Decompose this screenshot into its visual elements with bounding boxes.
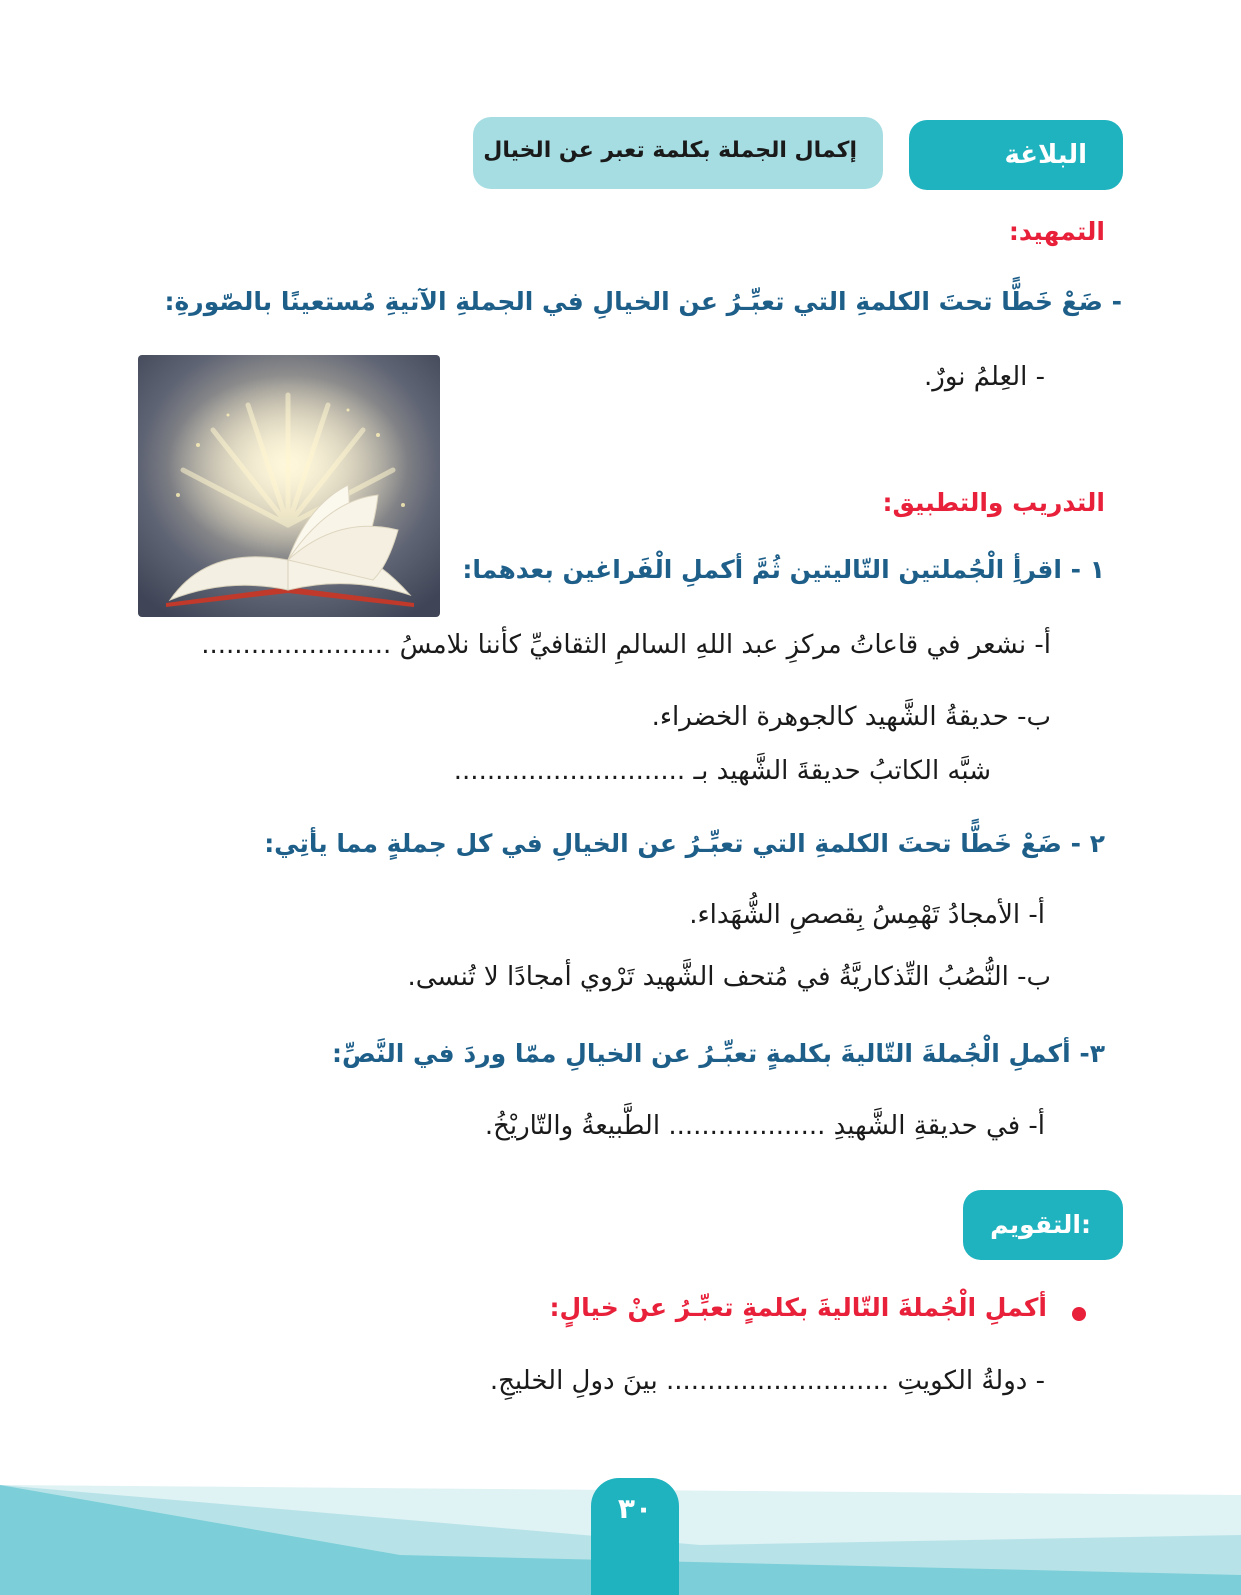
intro-heading: التمهيد:: [1008, 217, 1105, 246]
evaluation-sentence: - دولةُ الكويتِ ........................... بينَ دولِ الخليجِ.: [489, 1366, 1045, 1396]
evaluation-instruction: أكملِ الْجُملةَ التّاليةَ بكلمةٍ تعبِّـرُ عنْ خيالٍ:: [549, 1293, 1047, 1322]
q1-item-b-completion: شبَّه الكاتبُ حديقةَ الشَّهيد بـ ............................: [453, 756, 991, 786]
evaluation-tab: [963, 1190, 1123, 1260]
q2-title: ٢ - ضَعْ خَطًّا تحتَ الكلمةِ التي تعبِّـرُ عن الخيالِ في كل جملةٍ مما يأتِي:: [264, 829, 1105, 858]
q3-title: ٣- أكملِ الْجُملةَ التّاليةَ بكلمةٍ تعبِّـرُ عن الخيالِ ممّا وردَ في النَّصِّ:: [332, 1039, 1105, 1068]
section-title: البلاغة: [1004, 140, 1087, 170]
q3-item-a: أ- في حديقةِ الشَّهيدِ ................... الطَّبيعةُ والتّاريْخُ.: [484, 1111, 1045, 1141]
page-number-tab: [591, 1478, 679, 1595]
evaluation-heading: التقويم:: [990, 1210, 1091, 1239]
q2-item-a: أ- الأمجادُ تَهْمِسُ بِقصصِ الشُّهَداء.: [689, 900, 1045, 930]
practice-heading: التدريب والتطبيق:: [882, 488, 1105, 517]
q1-item-a: أ- نشعر في قاعاتُ مركزِ عبد اللهِ السالمِ الثقافيِّ كأننا نلامسُ .......................: [201, 630, 1051, 660]
topic-title: إكمال الجملة بكلمة تعبر عن الخيال: [483, 138, 857, 163]
intro-instruction: - ضَعْ خَطًّا تحتَ الكلمةِ التي تعبِّـرُ عن الخيالِ في الجملةِ الآتيةِ مُستعينًا بالصّورةِ:: [164, 287, 1122, 316]
intro-sentence: - العِلمُ نورٌ.: [924, 362, 1045, 392]
q2-item-b: ب- النُّصُبُ التِّذكاريَّةُ في مُتحف الشَّهيد تَرْوي أمجادًا لا تُنسى.: [407, 962, 1051, 992]
open-book-image: [138, 355, 440, 617]
q1-title: ١ - اقرأِ الْجُملتين التّاليتين ثُمَّ أكملِ الْفَراغين بعدهما:: [462, 555, 1105, 584]
section-tab: [909, 120, 1123, 190]
open-glowing-book-icon: [138, 355, 440, 617]
page-number: ٣٠: [617, 1492, 653, 1525]
q1-item-b: ب- حديقةُ الشَّهيد كالجوهرة الخضراء.: [651, 702, 1051, 732]
topic-tab: [473, 117, 883, 189]
bullet-icon: [1072, 1307, 1086, 1321]
